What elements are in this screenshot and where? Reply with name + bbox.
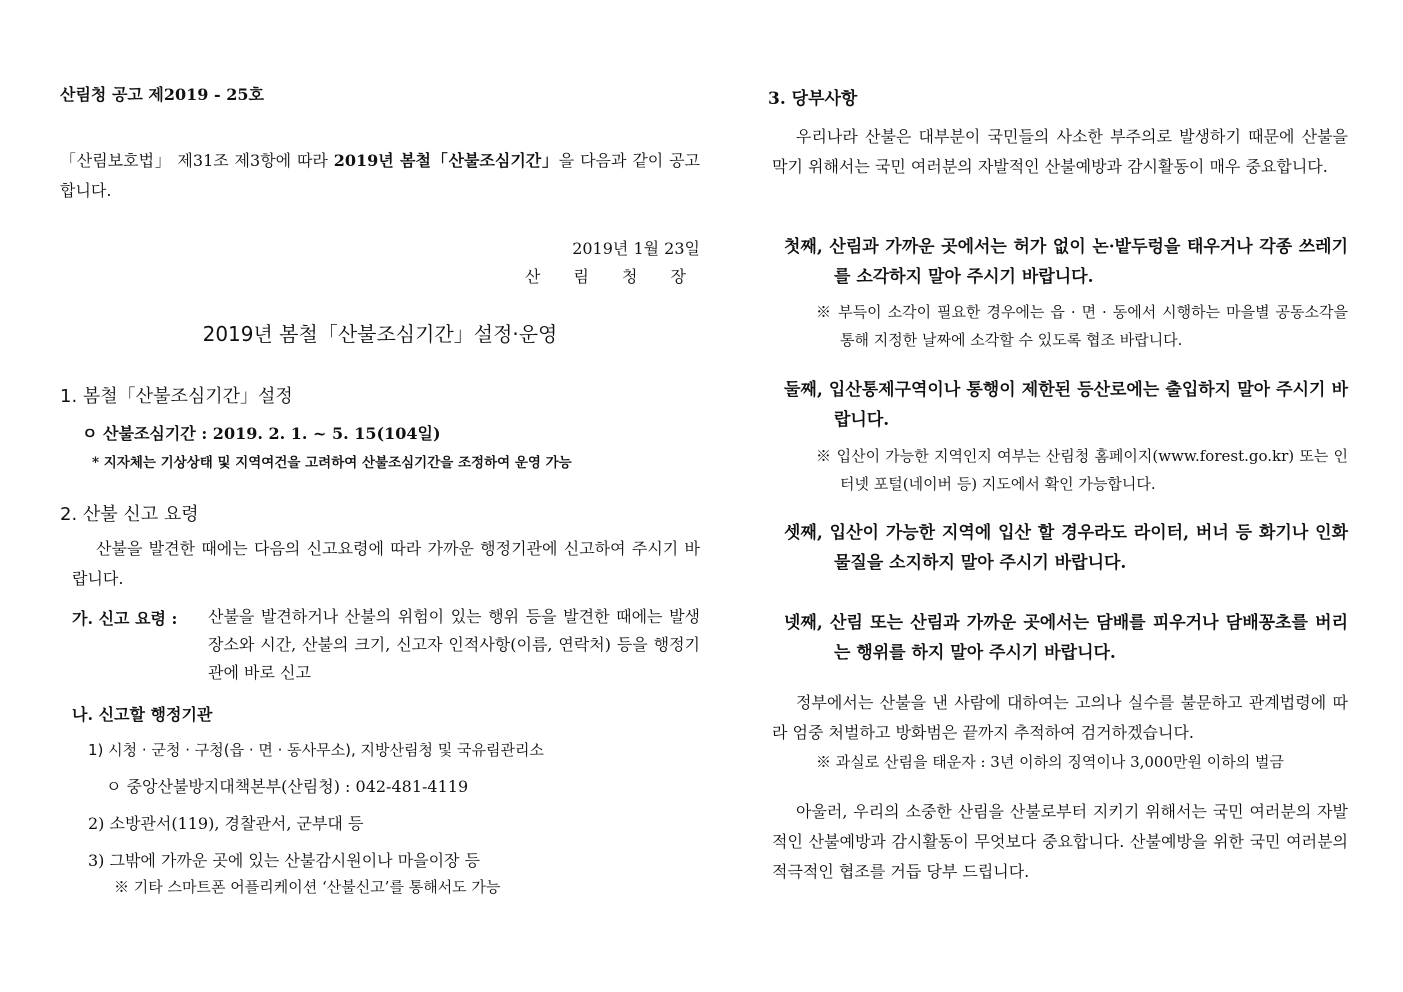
document-title: 2019년 봄철「산불조심기간」설정·운영 [202, 322, 558, 346]
request-3-text: 입산이 가능한 지역에 입산 할 경우라도 라이터, 버너 등 화기나 인화물질을 소지하지 말아 주시기 바랍니다. [829, 523, 1348, 573]
request-item-4 [784, 608, 1348, 668]
section-2-body: 산불을 발견한 때에는 다음의 신고요령에 따라 가까운 행정기관에 신고하여 주시기 바랍니다. [72, 539, 700, 588]
intro-text-1: 「산림보호법」 제31조 제3항에 따라 [60, 151, 334, 170]
request-2-text: 입산통제구역이나 통행이 제한된 등산로에는 출입하지 말아 주시기 바랍니다. [828, 380, 1348, 430]
request-item-1-note: ※ 부득이 소각이 필요한 경우에는 읍 · 면 · 동에서 시행하는 마을별 공동소각을 통해 지정한 날짜에 소각할 수 있도록 협조 바랍니다. [816, 303, 1348, 349]
agency-item-1-hotline: ㅇ 중앙산불방지대책본부(산림청) : 042-481-4119 [106, 777, 469, 796]
section-2-heading: 2. 산불 신고 요령 [60, 504, 199, 525]
signer-name: 산 림 청 장 [524, 267, 700, 286]
agency-item-1: 1) 시청 · 군청 · 구청(읍 · 면 · 동사무소), 지방산림청 및 국유림관리소 [88, 741, 544, 759]
request-item-3 [784, 518, 1348, 578]
intro-text-bold: 2019년 봄철「산불조심기간」 [333, 151, 559, 170]
intro-text-2: 을 다음과 같이 공고합니다. [60, 151, 700, 200]
request-item-2-note: ※ 입산이 가능한 지역인지 여부는 산림청 홈페이지(www.forest.go.kr) 또는 인터넷 포털(네이버 등) 지도에서 확인 가능합니다. [816, 447, 1348, 493]
section-1-period: ㅇ 산불조심기간 : 2019. 2. 1. ~ 5. 15(104일) [82, 424, 441, 443]
reporting-method-label: 가. 신고 요령 : [72, 609, 178, 628]
section-1-note: * 지자체는 기상상태 및 지역여건을 고려하여 산불조심기간을 조정하여 운영 가능 [92, 455, 572, 471]
agency-item-3-note: ※ 기타 스마트폰 어플리케이션 ‘산불신고’를 통해서도 가능 [114, 878, 501, 896]
notice-date: 2019년 1월 23일 [572, 239, 700, 258]
agency-item-3: 3) 그밖에 가까운 곳에 있는 산불감시원이나 마을이장 등 [88, 851, 481, 870]
request-4-text: 산림 또는 산림과 가까운 곳에서는 담배를 피우거나 담배꽁초를 버리는 행위를 하지 말아 주시기 바랍니다. [830, 613, 1349, 663]
request-1-text: 산림과 가까운 곳에서는 허가 없이 논·밭두렁을 태우거나 각종 쓰레기를 소각하지 말아 주시기 바랍니다. [829, 237, 1348, 287]
notice-intro [60, 146, 700, 206]
section-3-heading: 3. 당부사항 [768, 89, 858, 109]
section-3-intro: 우리나라 산불은 대부분이 국민들의 사소한 부주의로 발생하기 때문에 산불을 막기 위해서는 국민 여러분의 자발적인 산불예방과 감시활동이 매우 중요합니다. [772, 127, 1348, 176]
request-item-1 [784, 232, 1348, 292]
request-4-label: 넷째, [784, 613, 823, 633]
notice-number: 산림청 공고 제2019 - 25호 [60, 85, 264, 104]
agency-item-2: 2) 소방관서(119), 경찰관서, 군부대 등 [88, 814, 364, 833]
reporting-method-text: 산불을 발견하거나 산불의 위험이 있는 행위 등을 발견한 때에는 발생 장소와 시간, 산불의 크기, 신고자 인적사항(이름, 연락처) 등을 행정기관에 바로 신고 [208, 607, 700, 682]
section-1-heading: 1. 봄철「산불조심기간」설정 [60, 386, 293, 407]
closing-statement: 아울러, 우리의 소중한 산림을 산불로부터 지키기 위해서는 국민 여러분의 자발적인 산불예방과 감시활동이 무엇보다 중요합니다. 산불예방을 위한 국민 여러분의 적극적인 협조를 거듭 당부 드립니다. [772, 802, 1348, 881]
agency-heading: 나. 신고할 행정기관 [72, 705, 213, 724]
penalty-note: ※ 과실로 산림을 태운자 : 3년 이하의 징역이나 3,000만원 이하의 벌금 [816, 753, 1284, 771]
right-page [768, 0, 1348, 992]
notice-signer [60, 264, 700, 287]
government-statement: 정부에서는 산불을 낸 사람에 대하여는 고의나 실수를 불문하고 관계법령에 따라 엄중 처벌하고 방화범은 끝까지 추적하여 검거하겠습니다. [772, 693, 1348, 742]
request-item-2 [784, 375, 1348, 435]
left-page [60, 0, 700, 992]
request-3-label: 셋째, [784, 523, 823, 543]
request-1-label: 첫째, [784, 237, 823, 257]
request-2-label: 둘째, [784, 380, 823, 400]
